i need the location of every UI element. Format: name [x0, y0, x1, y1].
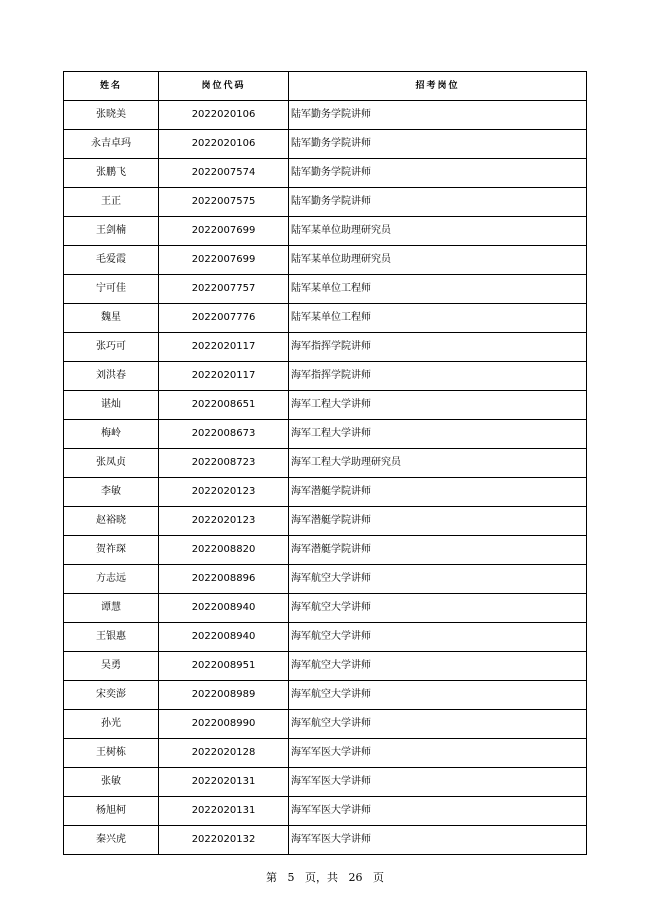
name-cell: 王银惠	[64, 623, 159, 652]
table-row	[64, 681, 587, 710]
post-cell: 海军航空大学讲师	[289, 565, 587, 594]
table-row	[64, 478, 587, 507]
name-cell: 方志远	[64, 565, 159, 594]
post-cell: 陆军某单位助理研究员	[289, 246, 587, 275]
code-cell: 2022020128	[159, 739, 289, 768]
footer-middle: 页，共	[305, 871, 338, 884]
post-cell: 海军军医大学讲师	[289, 797, 587, 826]
code-cell: 2022020132	[159, 826, 289, 855]
name-cell: 秦兴虎	[64, 826, 159, 855]
post-cell: 海军军医大学讲师	[289, 768, 587, 797]
table-row	[64, 217, 587, 246]
table-row	[64, 623, 587, 652]
code-cell: 2022008723	[159, 449, 289, 478]
name-cell: 谌灿	[64, 391, 159, 420]
code-cell: 2022007575	[159, 188, 289, 217]
table-row	[64, 101, 587, 130]
footer-prefix: 第	[266, 871, 277, 884]
table-row	[64, 652, 587, 681]
name-cell: 贺祚琛	[64, 536, 159, 565]
header-code: 岗位代码	[159, 72, 289, 101]
table-row	[64, 710, 587, 739]
code-cell: 2022020106	[159, 130, 289, 159]
code-cell: 2022020123	[159, 478, 289, 507]
post-cell: 陆军勤务学院讲师	[289, 159, 587, 188]
code-cell: 2022020117	[159, 362, 289, 391]
post-cell: 海军航空大学讲师	[289, 681, 587, 710]
name-cell: 刘洪春	[64, 362, 159, 391]
code-cell: 2022020117	[159, 333, 289, 362]
table-row	[64, 275, 587, 304]
post-cell: 海军潜艇学院讲师	[289, 478, 587, 507]
post-cell: 海军航空大学讲师	[289, 652, 587, 681]
name-cell: 魏星	[64, 304, 159, 333]
post-cell: 陆军勤务学院讲师	[289, 101, 587, 130]
post-cell: 陆军勤务学院讲师	[289, 130, 587, 159]
name-cell: 张巧可	[64, 333, 159, 362]
table-row	[64, 449, 587, 478]
name-cell: 王正	[64, 188, 159, 217]
table-row	[64, 420, 587, 449]
footer-current-page: 5	[287, 871, 295, 884]
name-cell: 毛爱霞	[64, 246, 159, 275]
table-row	[64, 739, 587, 768]
post-cell: 陆军某单位助理研究员	[289, 217, 587, 246]
code-cell: 2022008940	[159, 623, 289, 652]
roster-table	[63, 71, 587, 855]
code-cell: 2022008896	[159, 565, 289, 594]
name-cell: 永吉卓玛	[64, 130, 159, 159]
post-cell: 海军军医大学讲师	[289, 826, 587, 855]
table-row	[64, 159, 587, 188]
table-row	[64, 188, 587, 217]
post-cell: 陆军某单位工程师	[289, 304, 587, 333]
post-cell: 海军潜艇学院讲师	[289, 536, 587, 565]
post-cell: 海军指挥学院讲师	[289, 362, 587, 391]
name-cell: 吴勇	[64, 652, 159, 681]
table-row	[64, 565, 587, 594]
header-name: 姓名	[64, 72, 159, 101]
name-cell: 张凤贞	[64, 449, 159, 478]
code-cell: 2022007699	[159, 246, 289, 275]
table-body	[64, 101, 587, 855]
code-cell: 2022020123	[159, 507, 289, 536]
code-cell: 2022020106	[159, 101, 289, 130]
post-cell: 陆军勤务学院讲师	[289, 188, 587, 217]
table-row	[64, 507, 587, 536]
page-footer	[0, 869, 650, 885]
table-row	[64, 362, 587, 391]
name-cell: 杨旭柯	[64, 797, 159, 826]
name-cell: 赵裕晓	[64, 507, 159, 536]
table-header-row	[64, 72, 587, 101]
name-cell: 王剑楠	[64, 217, 159, 246]
post-cell: 海军航空大学讲师	[289, 710, 587, 739]
table-row	[64, 130, 587, 159]
name-cell: 张鹏飞	[64, 159, 159, 188]
name-cell: 梅岭	[64, 420, 159, 449]
code-cell: 2022008820	[159, 536, 289, 565]
header-post: 招考岗位	[289, 72, 587, 101]
table-row	[64, 536, 587, 565]
footer-total-pages: 26	[348, 871, 363, 884]
post-cell: 陆军某单位工程师	[289, 275, 587, 304]
post-cell: 海军指挥学院讲师	[289, 333, 587, 362]
post-cell: 海军航空大学讲师	[289, 623, 587, 652]
table-row	[64, 797, 587, 826]
code-cell: 2022008673	[159, 420, 289, 449]
table-row	[64, 594, 587, 623]
name-cell: 宋奕澎	[64, 681, 159, 710]
code-cell: 2022008989	[159, 681, 289, 710]
post-cell: 海军工程大学讲师	[289, 391, 587, 420]
code-cell: 2022007757	[159, 275, 289, 304]
footer-suffix: 页	[373, 871, 384, 884]
code-cell: 2022008951	[159, 652, 289, 681]
table-row	[64, 246, 587, 275]
name-cell: 孙光	[64, 710, 159, 739]
name-cell: 张敏	[64, 768, 159, 797]
name-cell: 谭慧	[64, 594, 159, 623]
code-cell: 2022008651	[159, 391, 289, 420]
name-cell: 李敏	[64, 478, 159, 507]
table-row	[64, 333, 587, 362]
code-cell: 2022007699	[159, 217, 289, 246]
code-cell: 2022008990	[159, 710, 289, 739]
code-cell: 2022008940	[159, 594, 289, 623]
code-cell: 2022007776	[159, 304, 289, 333]
post-cell: 海军航空大学讲师	[289, 594, 587, 623]
name-cell: 宁可佳	[64, 275, 159, 304]
code-cell: 2022020131	[159, 797, 289, 826]
post-cell: 海军工程大学助理研究员	[289, 449, 587, 478]
table-row	[64, 304, 587, 333]
table-row	[64, 391, 587, 420]
post-cell: 海军潜艇学院讲师	[289, 507, 587, 536]
table-row	[64, 768, 587, 797]
post-cell: 海军军医大学讲师	[289, 739, 587, 768]
name-cell: 王树栋	[64, 739, 159, 768]
code-cell: 2022020131	[159, 768, 289, 797]
post-cell: 海军工程大学讲师	[289, 420, 587, 449]
name-cell: 张晓美	[64, 101, 159, 130]
code-cell: 2022007574	[159, 159, 289, 188]
table-row	[64, 826, 587, 855]
